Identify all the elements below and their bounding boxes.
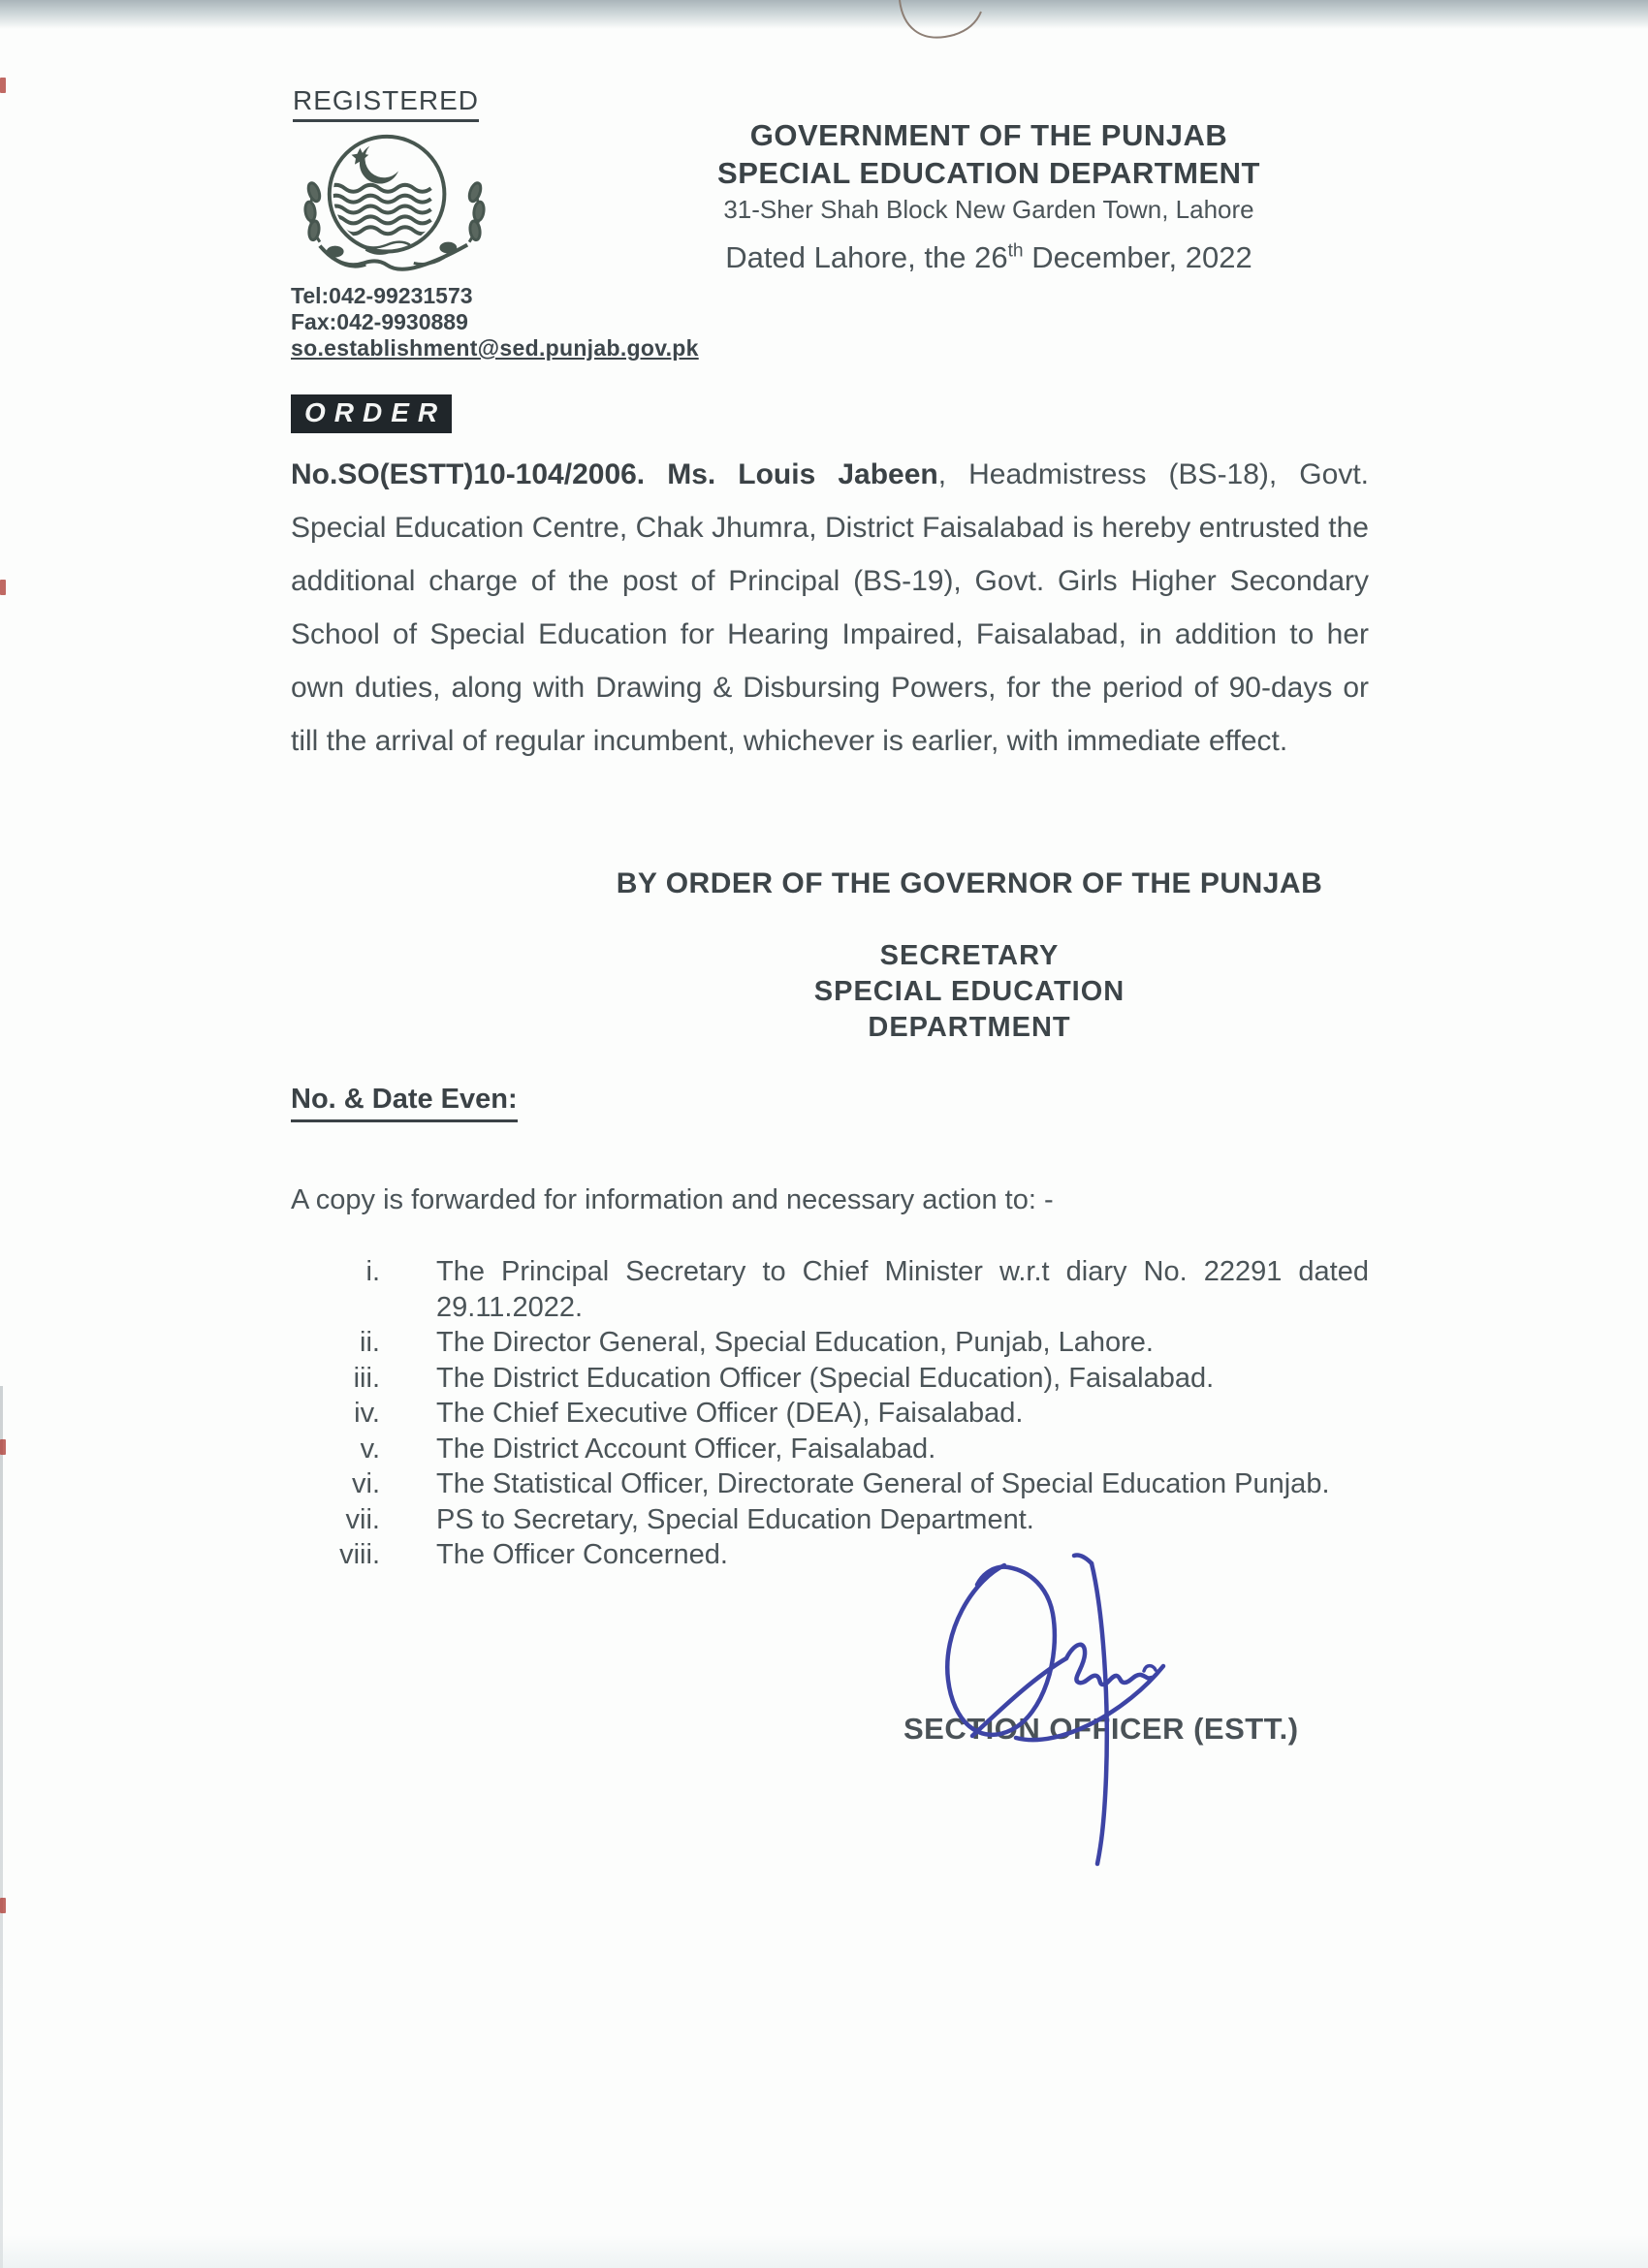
section-officer-title: SECTION OFFICER (ESTT.) bbox=[903, 1712, 1299, 1746]
contact-block bbox=[291, 283, 699, 362]
scan-mark bbox=[0, 1898, 6, 1913]
date-line: Dated Lahore, the 26th December, 2022 bbox=[725, 240, 1252, 274]
registered-label: REGISTERED bbox=[293, 85, 479, 122]
order-reference-number: No.SO(ESTT)10-104/2006. Ms. Louis Jabeen bbox=[291, 458, 938, 490]
email-address: so.establishment@sed.punjab.gov.pk bbox=[291, 335, 699, 361]
scan-mark bbox=[0, 1439, 6, 1455]
list-item: iii. The District Education Officer (Special Education), Faisalabad. bbox=[353, 1362, 1215, 1394]
fax-line: Fax:042-9930889 bbox=[291, 309, 468, 334]
government-title: GOVERNMENT OF THE PUNJAB bbox=[749, 118, 1228, 152]
tel-line: Tel:042-99231573 bbox=[291, 283, 473, 308]
list-item: viii. The Officer Concerned. bbox=[339, 1539, 728, 1570]
department-title: SPECIAL EDUCATION DEPARTMENT bbox=[717, 156, 1260, 190]
scan-edge-line bbox=[0, 1386, 3, 2268]
punjab-government-crest-logo bbox=[299, 129, 491, 296]
list-item: v. The District Account Officer, Faisalabad. bbox=[360, 1433, 936, 1465]
recipient-list bbox=[291, 1254, 1372, 1573]
list-item: ii. The Director General, Special Education, Punjab, Lahore. bbox=[360, 1327, 1154, 1358]
list-item: iv. The Chief Executive Officer (DEA), Faisalabad. bbox=[354, 1398, 1024, 1429]
list-item: vii. PS to Secretary, Special Education Department. bbox=[345, 1503, 1034, 1535]
list-item: i. The Principal Secretary to Chief Minister w.r.t diary No. 22291 dated 29.11.2022. bbox=[365, 1256, 1369, 1323]
no-and-date-label: No. & Date Even: bbox=[291, 1084, 518, 1122]
by-order-line: BY ORDER OF THE GOVERNOR OF THE PUNJAB bbox=[616, 867, 1323, 899]
ordinal-superscript: th bbox=[1007, 240, 1024, 262]
list-item: vi. The Statistical Officer, Directorate General of Special Education Punjab. bbox=[352, 1468, 1330, 1499]
department-letterhead bbox=[601, 118, 1377, 225]
handwritten-signature bbox=[919, 1544, 1239, 1878]
scanner-shadow-top bbox=[0, 0, 1648, 29]
pen-stroke-artifact bbox=[872, 0, 1008, 68]
scan-mark bbox=[0, 78, 6, 93]
signatory-designation: SECRETARY SPECIAL EDUCATION DEPARTMENT bbox=[813, 940, 1125, 1043]
scanner-shadow-bottom bbox=[0, 2235, 1648, 2268]
department-address: 31-Sher Shah Block New Garden Town, Lahore bbox=[723, 195, 1254, 224]
order-body-text: , Headmistress (BS-18), Govt. Special Education Centre, Chak Jhumra, District Faisalabad is hereby entrusted the additional charge of the post of Principal (BS-19), Govt. Girls Higher Secondary School of Special Education for Hearing Impaired, Faisalabad, in addition to her own duties, along with Drawing & Disbursing Powers, for the period of 90-days or till the arrival of regular incumbent, whichever is earlier, with immediate effect. bbox=[291, 458, 1369, 757]
scan-mark bbox=[0, 580, 6, 595]
order-heading: ORDER bbox=[291, 394, 452, 433]
order-body-paragraph bbox=[291, 448, 1369, 768]
copy-forwarded-line: A copy is forwarded for information and necessary action to: - bbox=[291, 1184, 1054, 1215]
